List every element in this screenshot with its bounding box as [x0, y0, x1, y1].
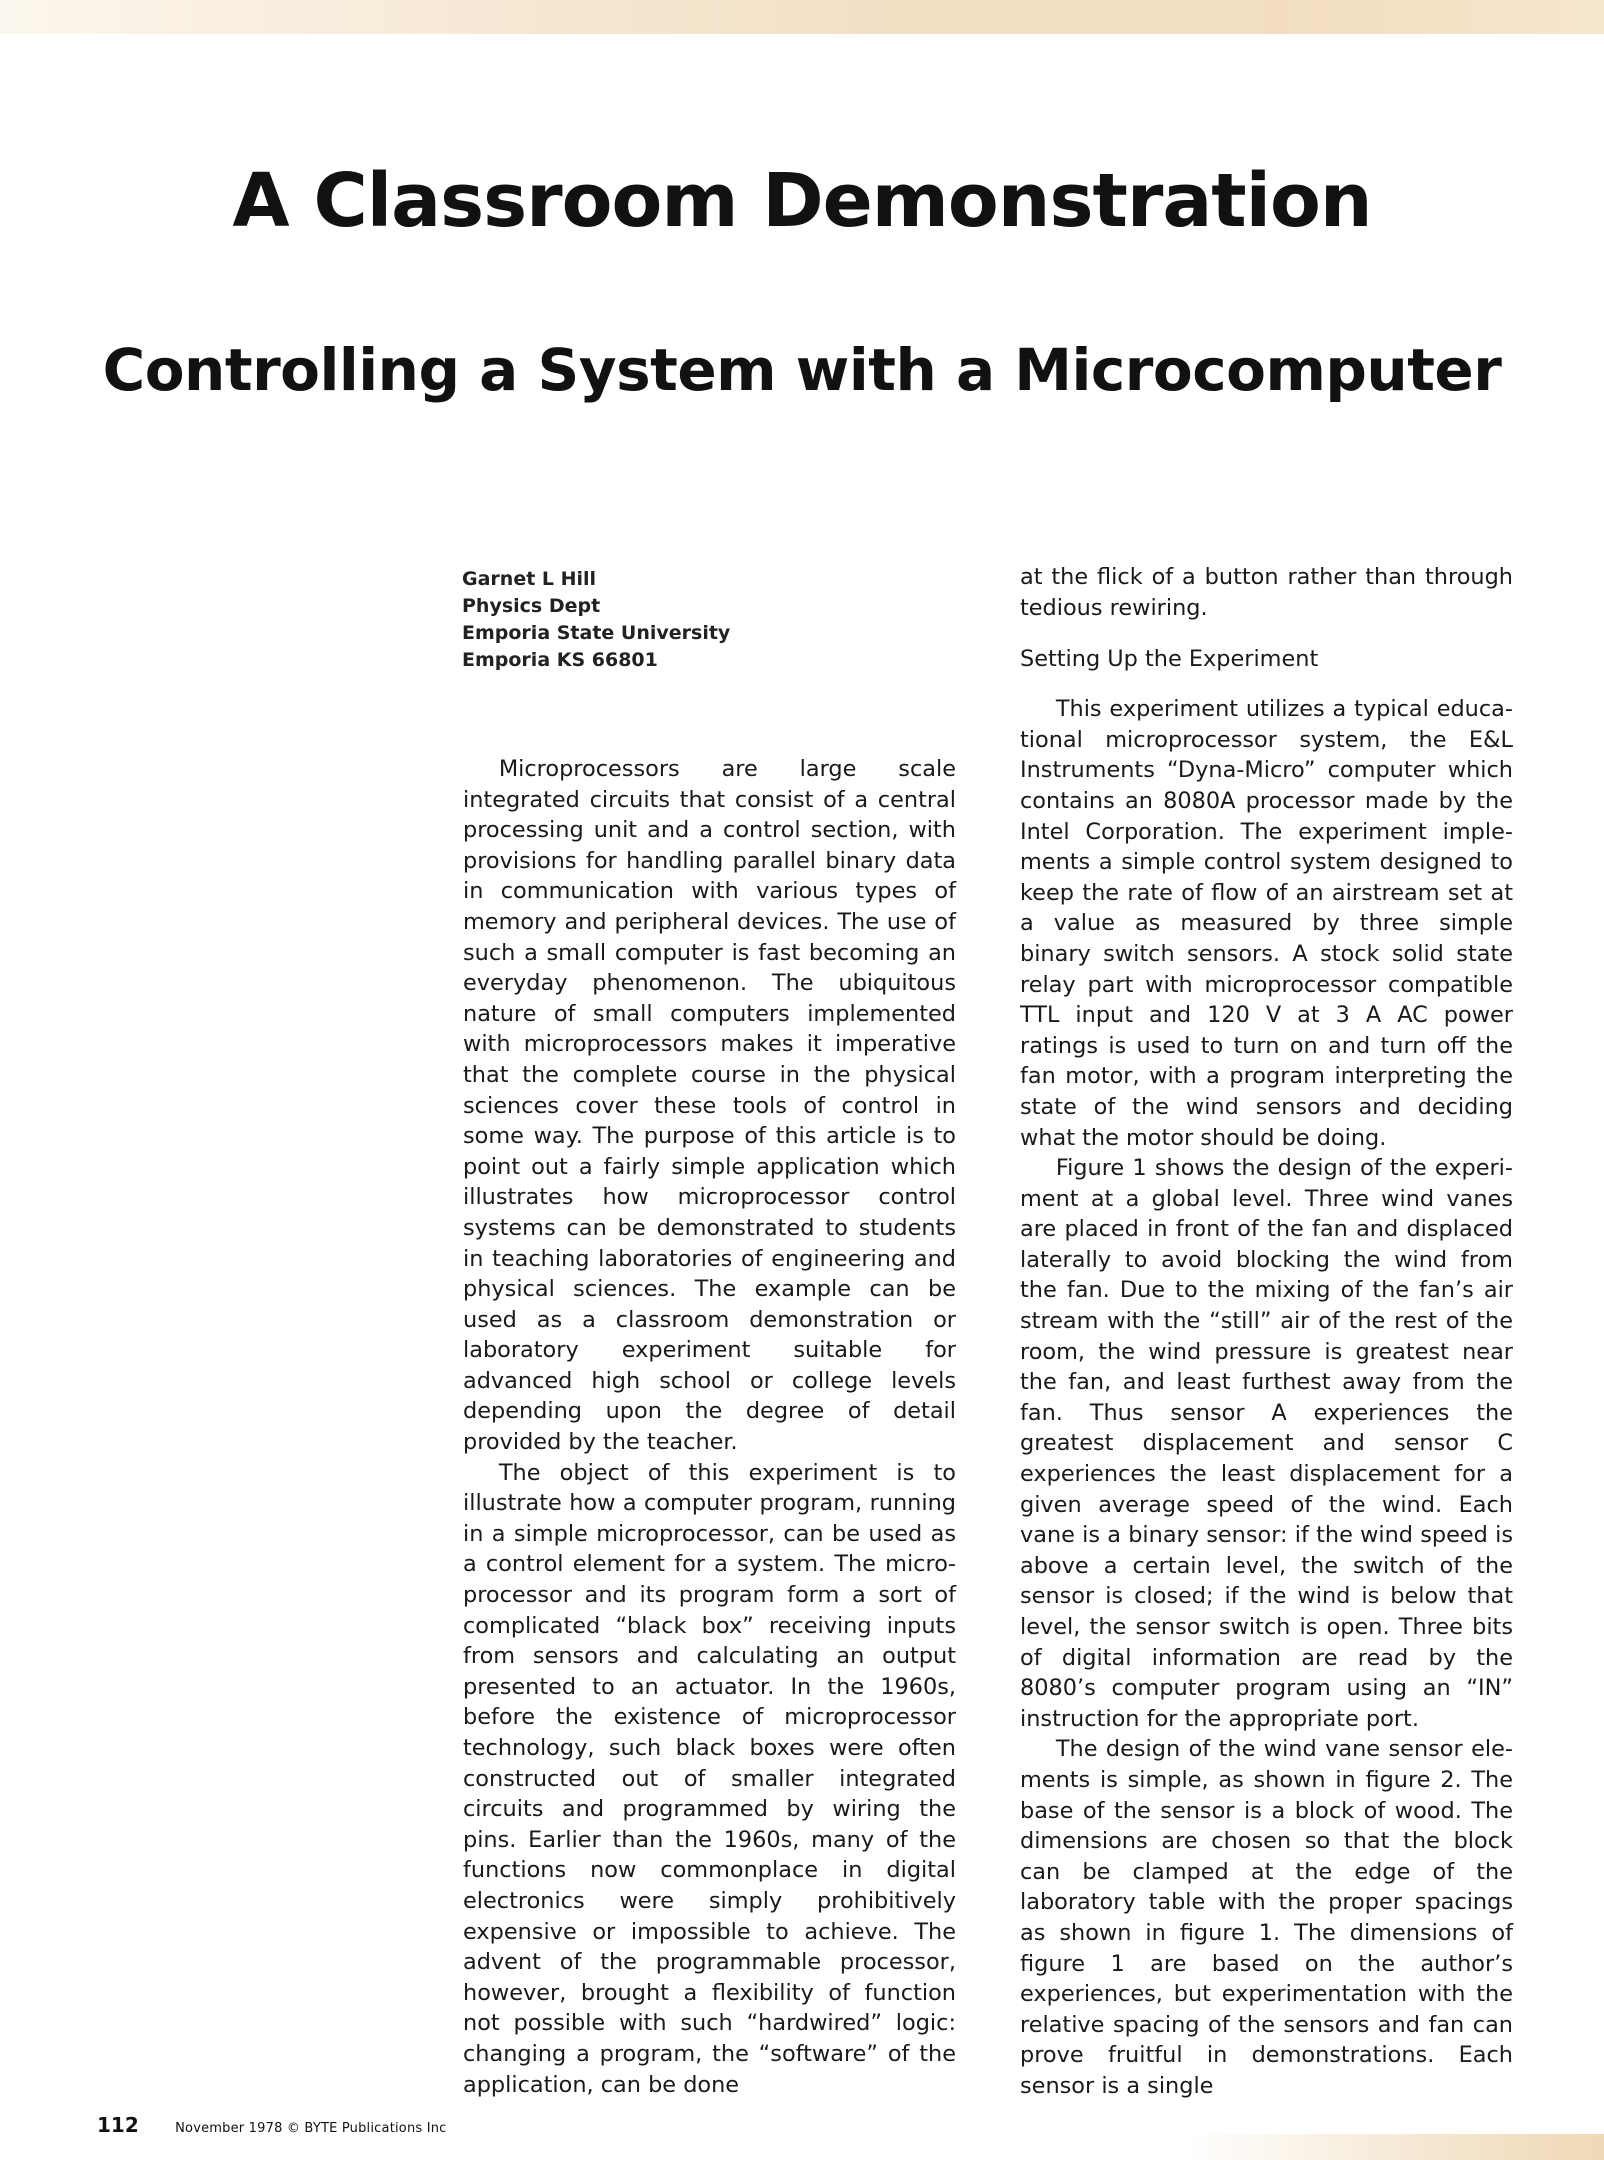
article-title: A Classroom Demonstration [232, 158, 1372, 244]
page-footer [97, 2113, 447, 2137]
left-column [463, 754, 956, 2100]
body-paragraph: The object of this experiment is to illustrate how a computer program, running in a simple microprocessor, can be used as a control element for a system. The microprocessor and its program form a sort of complicated “black box” receiving inputs from sensors and calculating an output presented to an actuator. In the 1960s, before the existence of microprocessor technology, such black boxes were often constructed out of smaller integrated circuits and programmed by wiring the pins. Earlier than the 1960s, many of the functions now commonplace in digital electronics were simply prohibitively expensive or impossible to achieve. The advent of the programmable processor, however, brought a flexibility of function not possible with such “hardwired” logic: changing a program, the “software” of the application, can be done [463, 1459, 956, 2098]
right-column [1020, 562, 1513, 2102]
body-paragraph-continuation: at the flick of a button rather than through tedious rewiring. [1020, 564, 1513, 621]
author-name: Garnet L Hill [462, 568, 597, 590]
author-address: Emporia KS 66801 [462, 649, 658, 671]
page-stain-bottom [1184, 2134, 1604, 2160]
body-paragraph: Microprocessors are large scale integrated circuits that consist of a central processing unit and a control section, with provisions for handling parallel binary data in communication with various types of memory and peripheral devices. The use of such a small computer is fast becoming an everyday phenomenon. The ubiquitous nature of small computers implemented with microprocessors makes it imperative that the complete course in the physical sciences cover these tools of control in some way. The purpose of this article is to point out a fairly simple application which illustrates how microprocessor control systems can be demonstrated to students in teaching laboratories of engineering and physical sciences. The example can be used as a classroom demonstration or laboratory experiment suitable for advanced high school or college levels depending upon the degree of detail provided by the teacher. [463, 756, 956, 1456]
page-number: 112 [97, 2113, 139, 2137]
body-paragraph: Figure 1 shows the design of the experiment at a global level. Three wind vanes are placed in front of the fan and displaced laterally to avoid blocking the wind from the fan. Due to the mixing of the fan’s air stream with the “still” air of the rest of the room, the wind pressure is greatest near the fan, and least furthest away from the fan. Thus sensor A experiences the greatest displacement and sensor C experiences the least displacement for a given average speed of the wind. Each vane is a binary sensor: if the wind speed is above a certain level, the switch of the sensor is closed; if the wind is below that level, the sensor switch is open. Three bits of digital information are read by the 8080’s computer program using an “IN” instruction for the appropriate port. [1020, 1155, 1513, 1732]
body-paragraph: This experiment utilizes a typical educational microprocessor system, the E&L Instruments “Dyna-Micro” computer which contains an 8080A processor made by the Intel Corporation. The experiment implements a simple control system designed to keep the rate of flow of an airstream set at a value as measured by three simple binary switch sensors. A stock solid state relay part with microprocessor compatible TTL input and 120 V at 3 A AC power ratings is used to turn on and turn off the fan motor, with a program interpreting the state of the wind sensors and deciding what the motor should be doing. [1020, 696, 1513, 1151]
section-heading: Setting Up the Experiment [1020, 646, 1319, 673]
page-stain-top [0, 0, 1604, 34]
author-block [462, 566, 962, 674]
footer-text: November 1978 © BYTE Publications Inc [175, 2121, 447, 2136]
body-paragraph: The design of the wind vane sensor elements is simple, as shown in figure 2. The base of the sensor is a block of wood. The dimensions are chosen so that the block can be clamped at the edge of the laboratory table with the proper spacings as shown in figure 1. The dimensions of figure 1 are based on the author’s experiences, but experimentation with the relative spacing of the sensors and fan can prove fruitful in demonstrations. Each sensor is a single [1020, 1736, 1513, 2099]
author-university: Emporia State University [462, 622, 731, 644]
article-subtitle: Controlling a System with a Microcomputer [102, 336, 1502, 404]
author-dept: Physics Dept [462, 595, 601, 617]
